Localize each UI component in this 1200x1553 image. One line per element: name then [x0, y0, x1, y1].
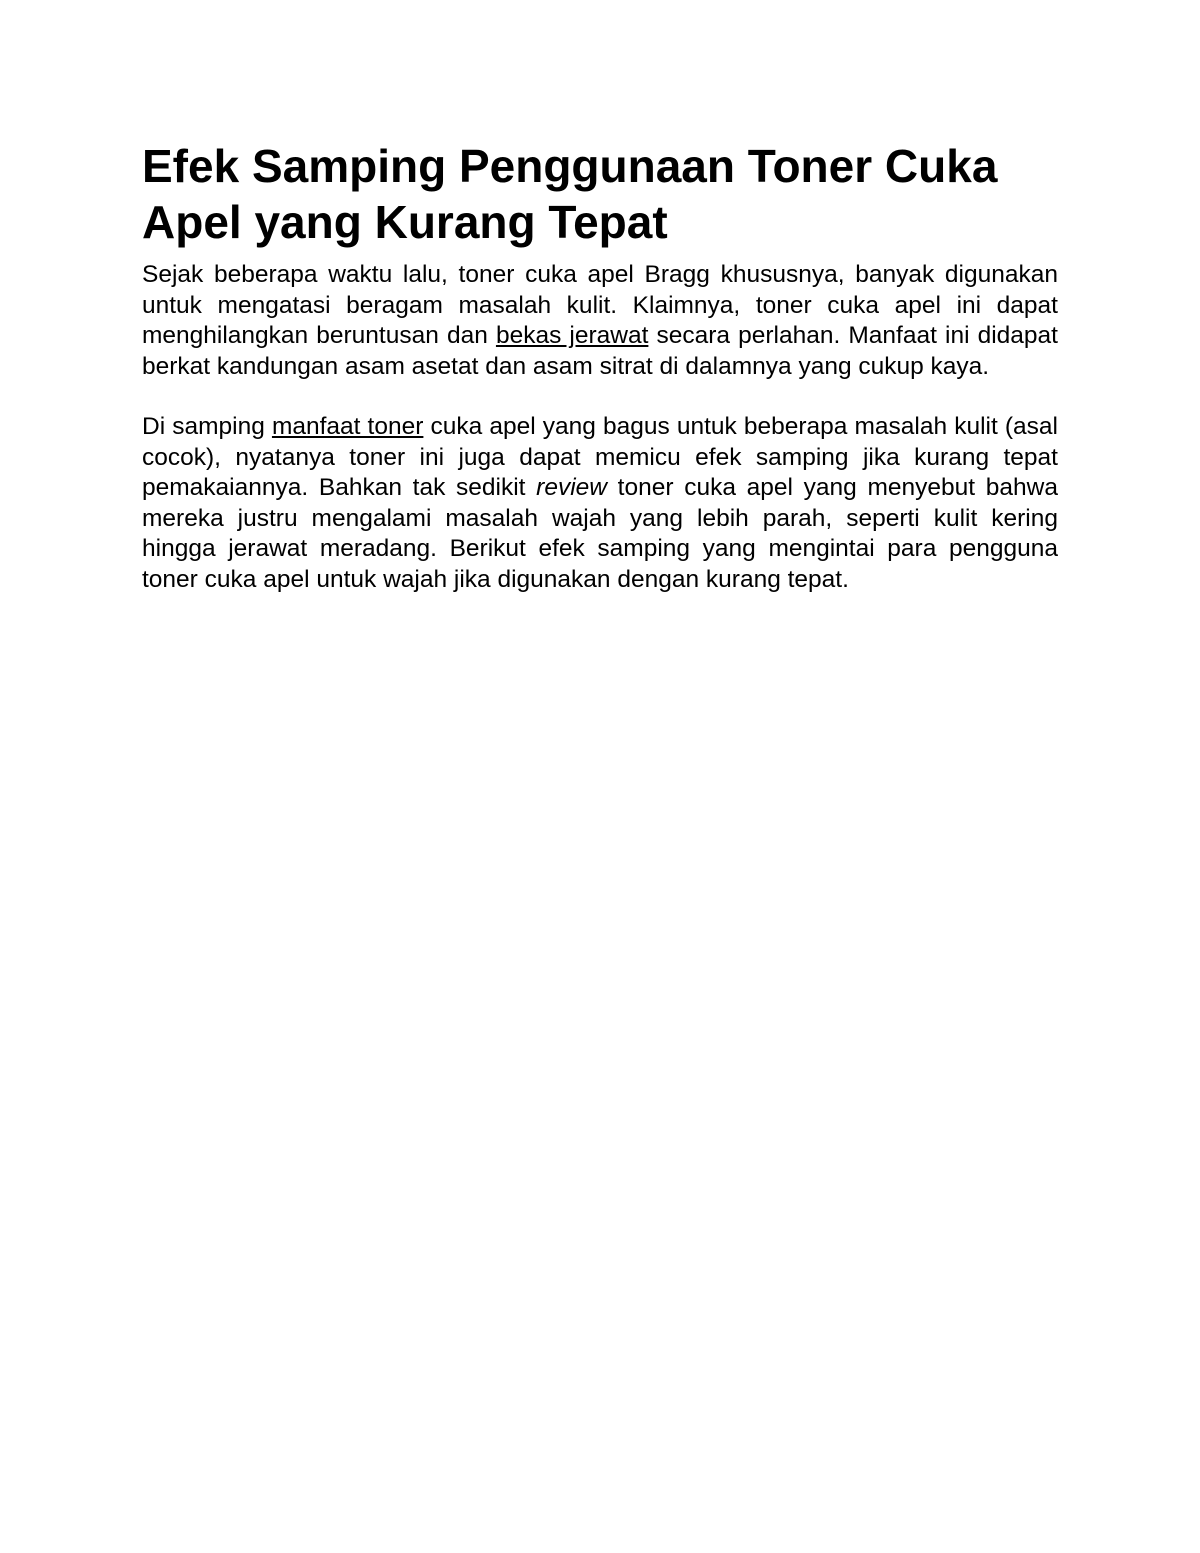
paragraph-intro [142, 260, 1058, 382]
paragraph-intro-text-start: Sejak beberapa waktu lalu, toner cuka apel Bragg khususnya, banyak digunakan untuk mengatasi beragam masalah kulit. Klaimnya, toner cuka apel ini dapat menghilangkan beruntusan dan [142, 261, 1058, 349]
paragraph-side-effects-text-middle: cuka apel yang bagus untuk beberapa masalah kulit (asal cocok), nyatanya toner ini juga dapat memicu efek samping jika kurang tepat pemakaiannya. Bahkan tak sedikit [142, 413, 1058, 501]
paragraph-side-effects-text-end: toner cuka apel yang menyebut bahwa mereka justru mengalami masalah wajah yang lebih parah, seperti kulit kering hingga jerawat meradang. Berikut efek samping yang mengintai para pengguna toner cuka apel untuk wajah jika digunakan dengan kurang tepat. [142, 474, 1058, 593]
link-bekas-jerawat[interactable]: bekas jerawat [495, 322, 649, 349]
document-title: Efek Samping Penggunaan Toner Cuka Apel yang Kurang Tepat [142, 140, 998, 248]
paragraph-side-effects-text-start: Di samping [142, 413, 272, 440]
paragraph-side-effects [142, 412, 1058, 595]
paragraph-intro-text-end: secara perlahan. Manfaat ini didapat berkat kandungan asam asetat dan asam sitrat di dalamnya yang cukup kaya. [142, 322, 1058, 380]
document-page [142, 138, 1058, 595]
italic-review: review [536, 474, 607, 501]
link-manfaat-toner[interactable]: manfaat toner [271, 413, 424, 440]
